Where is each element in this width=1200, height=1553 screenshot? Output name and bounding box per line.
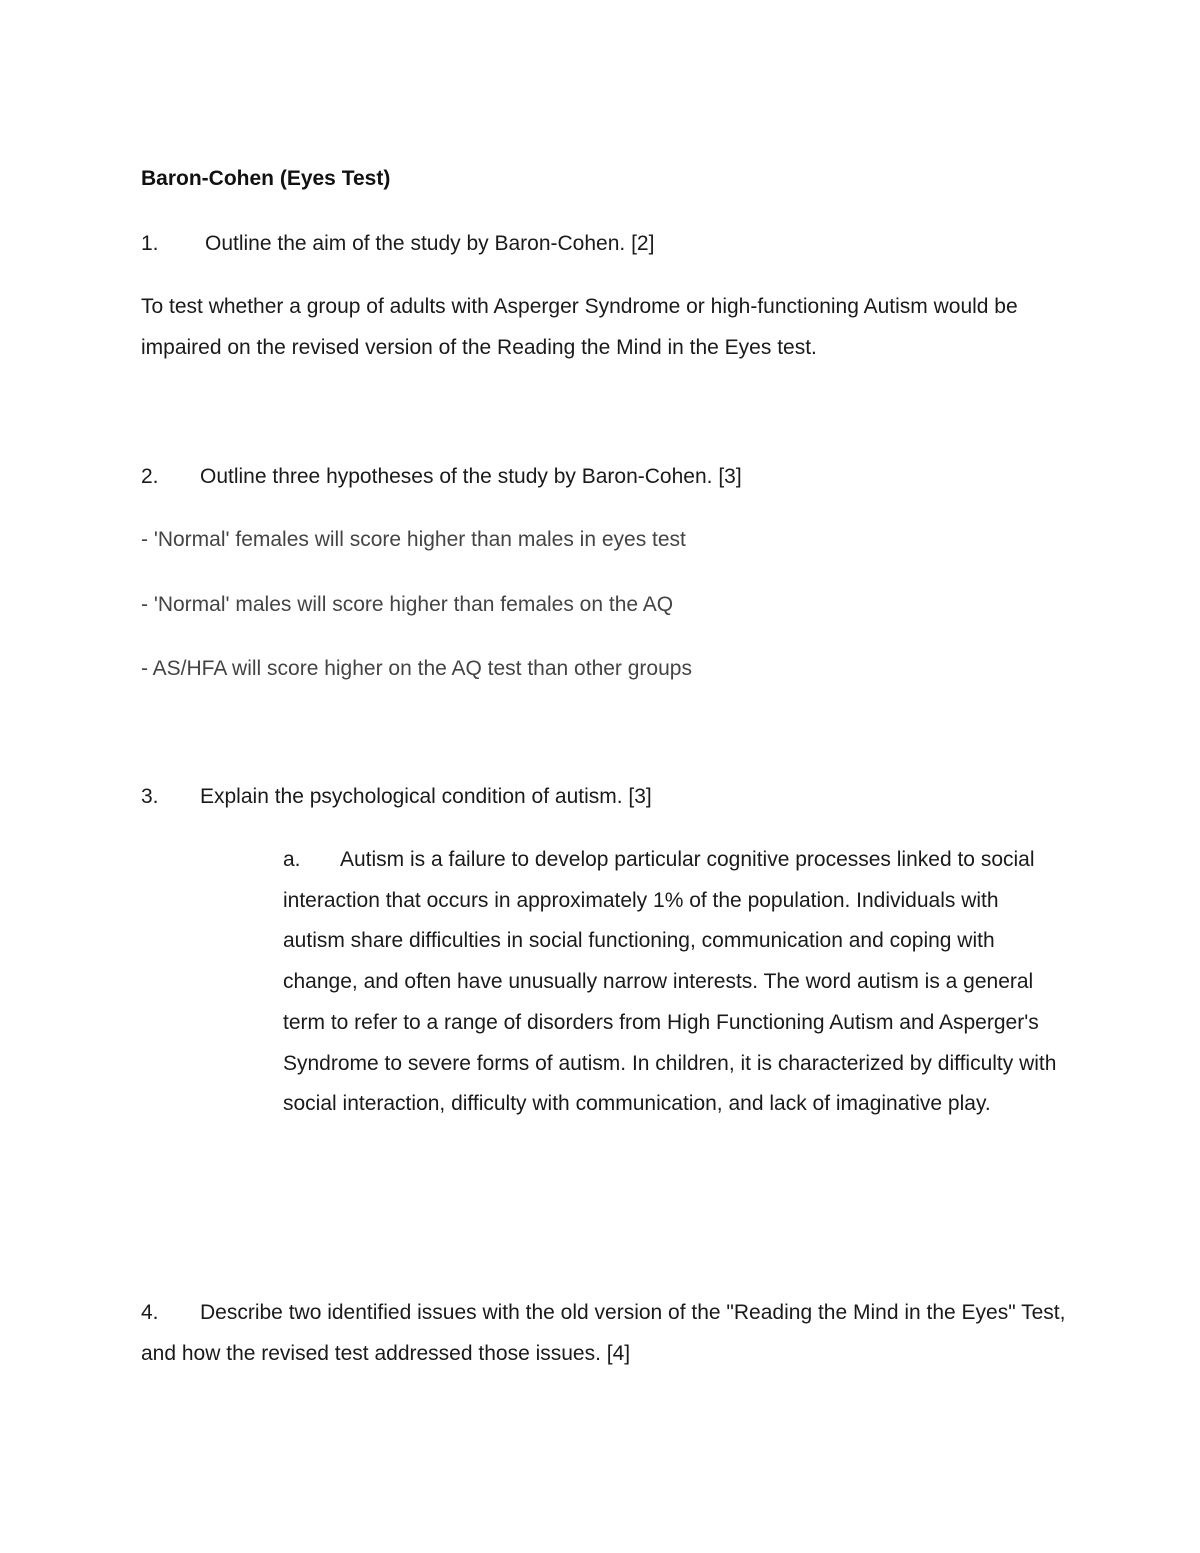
question-2 [141,456,742,497]
question-1 [141,223,654,264]
question-2-text: Outline three hypotheses of the study by Baron-Cohen. [3] [200,465,742,488]
sub-answer-marker: a. [283,848,301,871]
question-3-number: 3. [141,785,159,808]
question-4 [141,1292,1071,1374]
hypothesis-bullet-1: - 'Normal' females will score higher than males in eyes test [141,528,686,551]
document-title: Baron-Cohen (Eyes Test) [141,167,391,190]
question-1-text: Outline the aim of the study by Baron-Cohen. [2] [205,232,655,255]
question-3-text: Explain the psychological condition of autism. [3] [200,785,652,808]
question-1-number: 1. [141,232,159,255]
sub-answer-text: Autism is a failure to develop particular cognitive processes linked to social interaction that occurs in approximately 1% of the population. Individuals with autism share difficulties in social functioning, communication and coping with change, and often have unusually narrow interests. The word autism is a general term to refer to a range of disorders from High Functioning Autism and Asperger's Syndrome to severe forms of autism. In children, it is characterized by difficulty with social interaction, difficulty with communication, and lack of imaginative play. [283,848,1057,1116]
question-1-answer: To test whether a group of adults with Asperger Syndrome or high-functioning Autism would be impaired on the revised version of the Reading the Mind in the Eyes test. [141,295,1018,359]
hypothesis-bullet-2: - 'Normal' males will score higher than females on the AQ [141,593,674,616]
hypothesis-bullet-3: - AS/HFA will score higher on the AQ test than other groups [141,657,692,680]
question-3-sub-answer [283,840,1063,1125]
question-2-number: 2. [141,465,159,488]
question-4-text: Describe two identified issues with the old version of the "Reading the Mind in the Eyes" Test, and how the revised test addressed those issues. [4] [141,1301,1066,1365]
question-4-number: 4. [141,1301,159,1324]
question-3 [141,776,652,817]
